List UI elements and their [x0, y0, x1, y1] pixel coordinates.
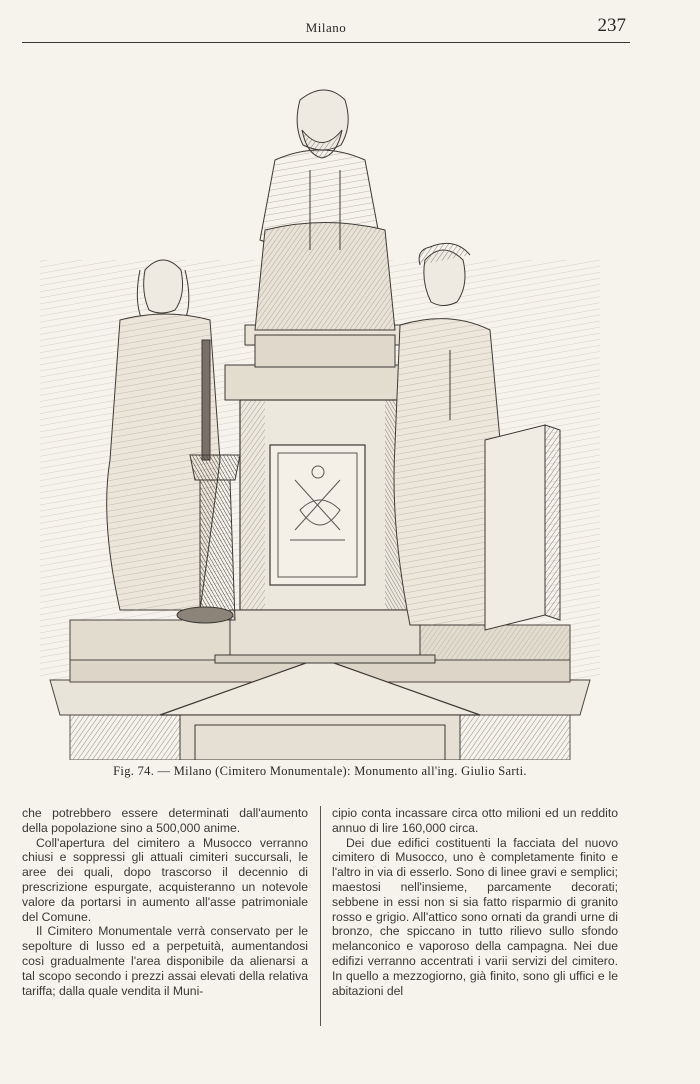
paragraph: cipio conta incassare circa otto milioni ed un reddito annuo di lire 160,000 circa.: [332, 806, 618, 835]
figure-caption: Fig. 74. — Milano (Cimitero Monumentale): Monumento all'ing. Giulio Sarti.: [113, 764, 527, 778]
running-head: [22, 14, 630, 43]
column-divider: [320, 806, 321, 1026]
paragraph: Coll'apertura del cimitero a Musocco verranno chiusi e soppressi gli attuali cimiteri succursali, le aree dei quali, dopo trascorso il decennio di prescrizione espurgate, acquisteranno un notevole valore da portarsi in aumento all'asse patrimoniale del Comune.: [22, 835, 308, 924]
seated-statue: [255, 90, 395, 367]
right-column: [332, 806, 618, 998]
paragraph: Dei due edifici costituenti la facciata del nuovo cimitero di Musocco, uno è completamente finito e l'altro in via di esserlo. Sono di linee gravi e semplici; maestosi nell'insieme, parcamente decorati; sebbene in essi non si sia fatto risparmio di granito rosso e grigio. All'attico sono ornati da grandi urne di bronzo, che spiccano in tutto rilievo sullo sfondo melanconico e vaporoso della campagna. Nei due edifizi verranno accentrati i varii servizi del cimitero. In quello a mezzogiorno, già finito, sono gli uffici e le abitazioni del: [332, 835, 618, 998]
left-column: [22, 806, 308, 998]
paragraph: che potrebbero essere determinati dall'aumento della popolazione sino a 500,000 anime.: [22, 806, 308, 835]
paragraph: Il Cimitero Monumentale verrà conservato per le sepolture di lusso ed a perpetuità, aumentandosi così gradualmente l'area disponibile da alienarsi a tal scopo secondo i prezzi assai elevati della relativa tariffa; dalla quale vendita il Muni-: [22, 924, 308, 998]
page-header-title: Milano: [305, 20, 347, 35]
body-text: [22, 806, 620, 1051]
page-number: 237: [597, 15, 626, 36]
monument-engraving: [40, 60, 600, 760]
engraving-figure: [40, 60, 600, 760]
